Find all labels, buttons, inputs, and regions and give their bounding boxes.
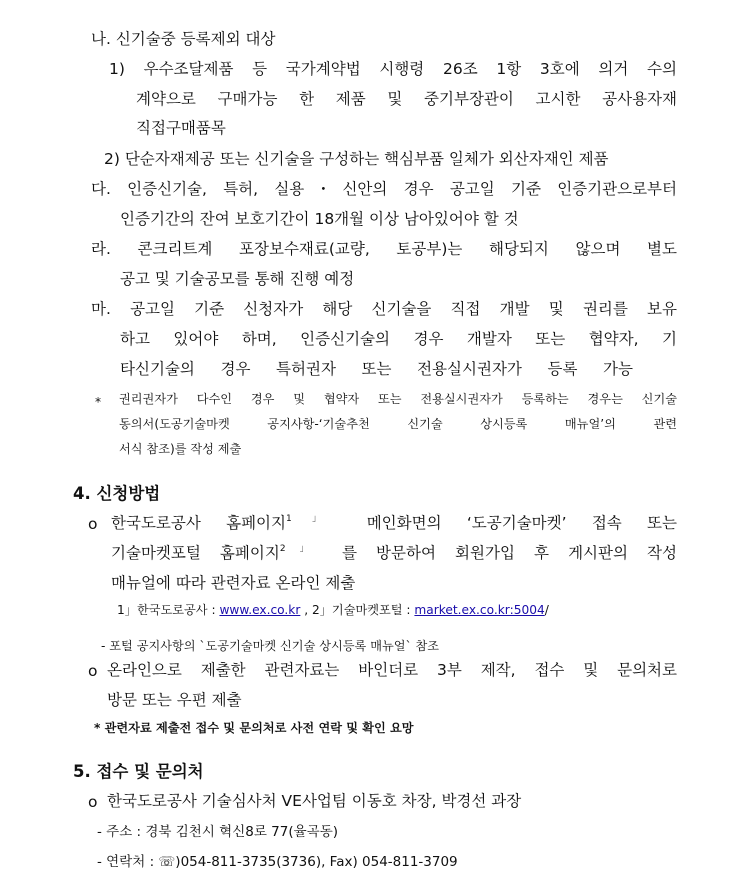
address-line: - 주소 : 경북 김천시 혁신8로 77(율곡동) [97, 824, 339, 840]
ma-line1: 마. 공고일 기준 신청자가 해당 신기술을 직접 개발 및 권리를 보유 [91, 300, 677, 318]
bullet-o-3: o [88, 793, 98, 811]
phone-line: - 연락처 : ☏)054-811-3735(3736), Fax) 054-811-3709 [97, 854, 458, 870]
footnote-line [117, 604, 549, 616]
note-mark: * [95, 395, 102, 409]
ma-line2: 하고 있어야 하며, 인증신기술의 경우 개발자 또는 협약자, 기 [120, 330, 677, 348]
contact-line: 한국도로공사 기술심사처 VE사업팀 이동호 차장, 박경선 과장 [107, 792, 522, 810]
item1-line2: 계약으로 구매가능 한 제품 및 중기부장관이 고시한 공사용자재 [136, 90, 677, 108]
footnote-ref-1: 1」 [286, 514, 342, 524]
fn-sep: , 2」기술마켓포털 : [300, 603, 415, 617]
fn1-label: 1」한국도로공사 : [117, 603, 220, 617]
p1-line2-b: 를 방문하여 회원가입 후 게시판의 작성 [322, 544, 677, 562]
na-title: 나. 신기술중 등록제외 대상 [91, 30, 276, 48]
section4-heading: 4. 신청방법 [73, 484, 161, 503]
da-line1: 다. 인증신기술, 특허, 실용・신안의 경우 공고일 기준 인증기관으로부터 [91, 180, 677, 198]
p1-line1 [111, 516, 677, 532]
note-line2: 동의서(도공기술마켓 공지사항-‘기술추천 신기술 상시등록 매뉴얼’의 관련 [119, 417, 677, 431]
p2-line2: 방문 또는 우편 제출 [107, 691, 242, 709]
market-link[interactable]: market.ex.co.kr:5004 [414, 603, 545, 617]
ex-co-kr-link[interactable]: www.ex.co.kr [219, 603, 301, 617]
item1-line3: 직접구매품목 [136, 119, 226, 137]
p1-line2-a: 기술마켓포털 홈페이지 [111, 544, 280, 562]
p2-line1: 온라인으로 제출한 관련자료는 바인더로 3부 제작, 접수 및 문의처로 [107, 661, 677, 679]
ra-line1: 라. 콘크리트계 포장보수재료(교량, 토공부)는 해당되지 않으며 별도 [91, 240, 677, 258]
note-line1: 권리권자가 다수인 경우 및 협약자 또는 전용실시권자가 등록하는 경우는 신기술 [119, 392, 677, 406]
p1-line1-a: 한국도로공사 홈페이지 [111, 514, 287, 532]
fn-end: / [544, 603, 549, 617]
note-line3: 서식 참조)를 작성 제출 [119, 442, 242, 456]
item1-line1: 1) 우수조달제품 등 국가계약법 시행령 26조 1항 3호에 의거 수의 [109, 60, 677, 78]
p1-line2 [111, 546, 677, 562]
item2: 2) 단순자재제공 또는 신기술을 구성하는 핵심부품 일체가 외산자재인 제품 [104, 150, 609, 168]
bullet-o-2: o [88, 662, 98, 680]
p1-line1-b: 메인화면의 ‘도공기술마켓’ 접속 또는 [341, 514, 677, 532]
bullet-o: o [88, 515, 98, 533]
footnote-ref-2: 2」 [279, 544, 323, 554]
da-line2: 인증기간의 잔여 보호기간이 18개월 이상 남아있어야 할 것 [120, 210, 519, 228]
bold-note: * 관련자료 제출전 접수 및 문의처로 사전 연락 및 확인 요망 [94, 721, 414, 735]
p1-line3: 매뉴얼에 따라 관련자료 온라인 제출 [111, 574, 356, 592]
section5-heading: 5. 접수 및 문의처 [73, 762, 204, 781]
dash-note: - 포털 공지사항의 `도공기술마켓 신기술 상시등록 매뉴얼` 참조 [101, 639, 440, 653]
ma-line3: 타신기술의 경우 특허권자 또는 전용실시권자가 등록 가능 [120, 360, 633, 378]
ra-line2: 공고 및 기술공모를 통해 진행 예정 [120, 270, 355, 288]
